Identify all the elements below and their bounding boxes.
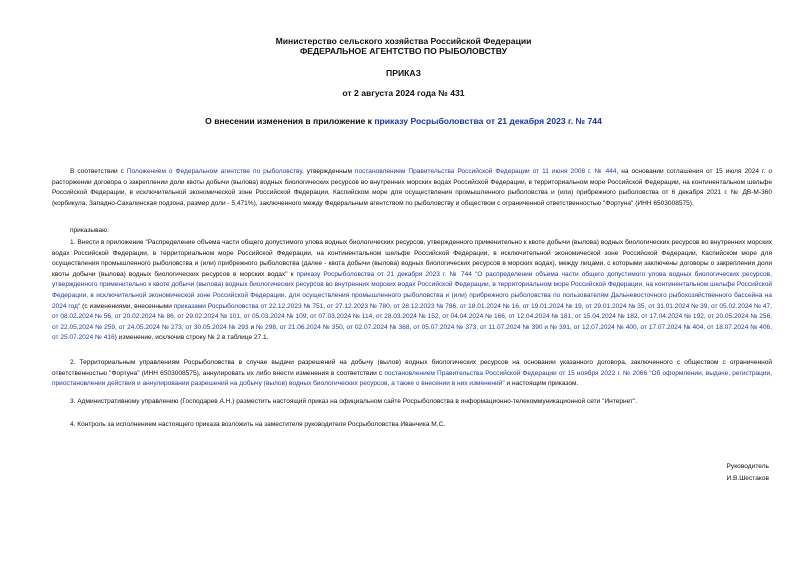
item-1-text-b: (с изменениями, внесенными bbox=[80, 302, 174, 310]
ministry-heading: Министерство сельского хозяйства Российской Федерации bbox=[275, 36, 532, 46]
date-number: от 2 августа 2024 года № 431 bbox=[342, 88, 465, 98]
signer-role: Руководитель bbox=[726, 463, 769, 470]
decree-2066-link[interactable]: постановлением Правительства Российской Федерации от 15 ноября 2022 г. № 2066 "Об оформлении, выдаче, регистрации, приостановлении действия и аннулировании разрешений на добычу (вылов) водных биологических ресурсов, а также о внесении в них изменений" bbox=[52, 369, 772, 388]
preamble-text-2: , утвержденным bbox=[301, 168, 355, 175]
item-1-text-c: ) изменение, исключив строку № 2 в таблице 27.1. bbox=[114, 334, 269, 342]
amendments-link[interactable]: приказами Росрыболовства от 22.12.2023 № 751, от 27.12.2023 № 780, от 28.12.2023 № 786, от 18.01.2024 № 16, от 19.01.2024 № 19, от 29.01.2024 № 35, от 31.01.2024 № 39, от 05.02.2024 № 47, от 08.02.2024 № 56, от 20.02.2024 № 86, от 29.02.2024 № 101, от 05.03.2024 № 109, от 07.03.2024 № 114, от 28.03.2024 № 152, от 04.04.2024 № 166, от 12.04.2024 № 181, от 15.04.2024 № 182, от 17.04.2024 № 192, от 20.05.2024 № 256, от 22.05.2024 № 259, от 24.05.2024 № 273, от 30.05.2024 № 293 bbox=[52, 302, 772, 331]
amendments-link-2[interactable]: № 298, от 21.06.2024 № 350, от 02.07.2024 № 368, от 05.07.2024 № 373, от 11.07.2024 № 390 и № 391, от 12.07.2024 № 400, от 17.07.2024 № 404, от 18.07.2024 № 406, от 25.07.2024 № 416 bbox=[52, 323, 773, 342]
preamble bbox=[52, 167, 772, 209]
item-1 bbox=[52, 238, 772, 344]
government-decree-link[interactable]: постановлением Правительства Российской Федерации от 11 июня 2008 г. № 444 bbox=[354, 168, 617, 175]
order-744-link[interactable]: приказу Росрыболовства от 21 декабря 2023 г. № 744 "О распределении объема части общего допустимого улова водных биологических ресурсов, утвержденного применительно к квоте добычи (вылова) водных биологических ресурсов во внутренних морских водах Российской Федерации, в территориальном море Российской Федерации, на континентальном шельфе Российской Федерации, в исключительной экономической зоне Российской Федерации, для осуществления промышленного рыболовства и (или) прибрежного рыболовства по пользователям Дальневосточного рыбохозяйственного бассейна на 2024 год" bbox=[52, 270, 772, 310]
item-2-text-b: и настоящим приказом. bbox=[504, 380, 579, 388]
title-link[interactable]: приказу Росрыболовства от 21 декабря 2023 г. № 744 bbox=[374, 116, 602, 126]
item-2 bbox=[52, 358, 772, 390]
signer-name: И.В.Шестаков bbox=[726, 475, 769, 482]
item-3: 3. Административному управлению (Господарев А.Н.) разместить настоящий приказ на официальном сайте Росрыболовства в информационно-телекоммуникационной сети "Интернет". bbox=[70, 398, 638, 405]
doc-type: ПРИКАЗ bbox=[386, 68, 421, 78]
agency-heading: ФЕДЕРАЛЬНОЕ АГЕНТСТВО ПО РЫБОЛОВСТВУ bbox=[299, 46, 508, 56]
item-1-text-a: 1. Внести в приложение "Распределение объема части общего допустимого улова водных биологических ресурсов, утвержденного применительно к квоте добычи (вылова) водных биологических ресурсов во внутренних морских водах Российской Федерации, в территориальном море Российской Федерации, на континентальном шельфе Российской Федерации, в исключительной экономической зоне Российской Федерации, Каспийском море для осуществления промышленного рыболовства и (или) прибрежного рыболовства (далее - квота добычи (вылова) водных биологических ресурсов в морских водах), между лицами, с которыми заключены договоры о закреплении доли квоты добычи (вылова) водных биологических ресурсов в морских водах" к bbox=[52, 239, 772, 278]
item-4: 4. Контроль за исполнением настоящего приказа возложить на заместителя руководителя Росрыболовства Иванчика М.С. bbox=[70, 421, 446, 428]
preamble-text-1: В соответствии с bbox=[70, 168, 127, 175]
preamble-text-3: , на основании соглашения от 15 июля 2024 г. о расторжении договора о закреплении доли квоты добычи (вылова) водных биологических ресурсов во внутренних морских водах Российской Федерации, в территориальном море Российской Федерации, на континентальном шельфе Российской Федерации, в исключительной экономической зоне Российской Федерации, Каспийском море для осуществления промышленного рыболовства и (или) прибрежного рыболовства от 6 декабря 2021 г. № ДВ-М-360 (корбикула, Западно-Сахалинская подзона, размер доли - 5,471%), заключенного между Федеральным агентством по рыболовству и обществом с ограниченной ответственностью "Фортуна" (ИНН 6503008575), bbox=[52, 168, 772, 207]
regulation-link[interactable]: Положением о Федеральном агентстве по рыболовству bbox=[126, 168, 302, 175]
title-prefix: О внесении изменения в приложение к bbox=[205, 116, 375, 126]
document-title bbox=[0, 116, 807, 126]
item-1-text-b2: и bbox=[248, 323, 257, 331]
orders-line: приказываю: bbox=[70, 227, 109, 234]
item-2-text-a: 2. Территориальным управлениям Росрыболовства в случае выдачи разрешений на добычу (вылов) водных биологических ресурсов на основании указанного договора, заключенного с обществом с ограниченной ответственностью "Фортуна" (ИНН 6503008575), аннулировать их либо внести изменения в соответствии с bbox=[52, 359, 772, 377]
